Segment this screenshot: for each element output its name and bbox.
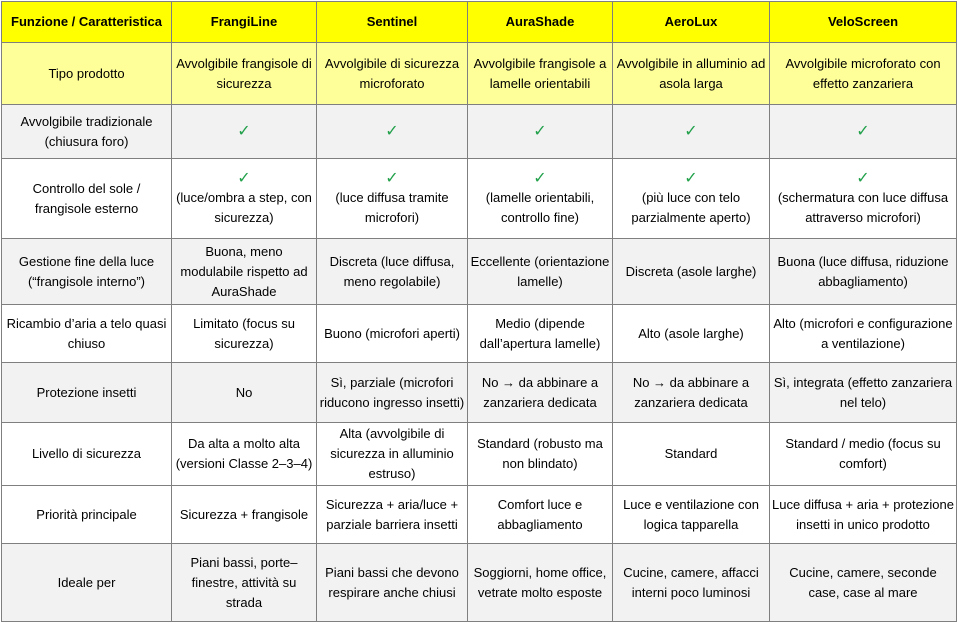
cell-frangiline xyxy=(172,159,317,239)
cell-veloscreen: Sì, integrata (effetto zanzariera nel telo) xyxy=(770,363,957,423)
cell-aurashade: Eccellente (orientazione lamelle) xyxy=(468,239,613,305)
header-feature: Funzione / Caratteristica xyxy=(2,2,172,43)
row-label: Livello di sicurezza xyxy=(2,423,172,486)
cell-veloscreen: Cucine, camere, seconde case, case al mare xyxy=(770,544,957,622)
cell-veloscreen: Avvolgibile microforato con effetto zanzariera xyxy=(770,43,957,105)
cell-aerolux: Avvolgibile in alluminio ad asola larga xyxy=(613,43,770,105)
cell-veloscreen xyxy=(770,105,957,159)
header-frangiline: FrangiLine xyxy=(172,2,317,43)
cell-aerolux: Discreta (asole larghe) xyxy=(613,239,770,305)
check-icon: ✓ xyxy=(684,122,698,140)
cell-frangiline xyxy=(172,105,317,159)
row-avvolgibile-tradizionale xyxy=(2,105,957,159)
cell-veloscreen xyxy=(770,159,957,239)
check-icon: ✓ xyxy=(533,122,547,140)
cell-sentinel: Discreta (luce diffusa, meno regolabile) xyxy=(317,239,468,305)
cell-note: (luce diffusa tramite microfori) xyxy=(335,189,449,225)
row-label: Tipo prodotto xyxy=(2,43,172,105)
cell-veloscreen: Standard / medio (focus su comfort) xyxy=(770,423,957,486)
cell-aurashade xyxy=(468,105,613,159)
cell-frangiline: Sicurezza + frangisole xyxy=(172,486,317,544)
row-label: Priorità principale xyxy=(2,486,172,544)
row-ideale-per xyxy=(2,544,957,622)
cell-aurashade: Standard (robusto ma non blindato) xyxy=(468,423,613,486)
cell-veloscreen: Buona (luce diffusa, riduzione abbagliamento) xyxy=(770,239,957,305)
cell-sentinel xyxy=(317,159,468,239)
comparison-table xyxy=(1,1,957,622)
cell-frangiline: Avvolgibile frangisole di sicurezza xyxy=(172,43,317,105)
row-controllo-sole xyxy=(2,159,957,239)
check-icon: ✓ xyxy=(385,169,399,187)
row-protezione-insetti xyxy=(2,363,957,423)
cell-aerolux: Cucine, camere, affacci interni poco luminosi xyxy=(613,544,770,622)
cell-frangiline: No xyxy=(172,363,317,423)
check-icon: ✓ xyxy=(237,169,251,187)
cell-aurashade: Medio (dipende dall’apertura lamelle) xyxy=(468,305,613,363)
cell-aerolux xyxy=(613,105,770,159)
check-icon: ✓ xyxy=(533,169,547,187)
cell-aurashade: No → da abbinare a zanzariera dedicata xyxy=(468,363,613,423)
row-label: Avvolgibile tradizionale (chiusura foro) xyxy=(2,105,172,159)
cell-sentinel: Piani bassi che devono respirare anche chiusi xyxy=(317,544,468,622)
header-veloscreen: VeloScreen xyxy=(770,2,957,43)
row-label: Ideale per xyxy=(2,544,172,622)
cell-sentinel: Sicurezza + aria/luce + parziale barriera insetti xyxy=(317,486,468,544)
check-icon: ✓ xyxy=(385,122,399,140)
cell-sentinel: Buono (microfori aperti) xyxy=(317,305,468,363)
row-priorita-principale xyxy=(2,486,957,544)
check-icon: ✓ xyxy=(856,122,870,140)
header-row xyxy=(2,2,957,43)
cell-aerolux xyxy=(613,159,770,239)
cell-aerolux: Standard xyxy=(613,423,770,486)
cell-sentinel: Alta (avvolgibile di sicurezza in alluminio estruso) xyxy=(317,423,468,486)
cell-aerolux: Alto (asole larghe) xyxy=(613,305,770,363)
row-label: Protezione insetti xyxy=(2,363,172,423)
row-label: Gestione fine della luce (“frangisole interno”) xyxy=(2,239,172,305)
cell-note: (più luce con telo parzialmente aperto) xyxy=(631,189,751,225)
cell-note: (lamelle orientabili, controllo fine) xyxy=(485,189,595,225)
cell-sentinel xyxy=(317,105,468,159)
cell-sentinel: Avvolgibile di sicurezza microforato xyxy=(317,43,468,105)
header-aurashade: AuraShade xyxy=(468,2,613,43)
cell-aurashade: Soggiorni, home office, vetrate molto esposte xyxy=(468,544,613,622)
cell-frangiline: Buona, meno modulabile rispetto ad AuraShade xyxy=(172,239,317,305)
header-sentinel: Sentinel xyxy=(317,2,468,43)
row-label: Ricambio d’aria a telo quasi chiuso xyxy=(2,305,172,363)
cell-aerolux: Luce e ventilazione con logica tapparella xyxy=(613,486,770,544)
check-icon: ✓ xyxy=(856,169,870,187)
row-tipo-prodotto xyxy=(2,43,957,105)
cell-frangiline: Da alta a molto alta (versioni Classe 2–3–4) xyxy=(172,423,317,486)
row-livello-sicurezza xyxy=(2,423,957,486)
cell-note: (luce/ombra a step, con sicurezza) xyxy=(176,189,312,225)
header-aerolux: AeroLux xyxy=(613,2,770,43)
cell-aurashade: Avvolgibile frangisole a lamelle orientabili xyxy=(468,43,613,105)
cell-aurashade: Comfort luce e abbagliamento xyxy=(468,486,613,544)
cell-aurashade xyxy=(468,159,613,239)
row-ricambio-aria xyxy=(2,305,957,363)
check-icon: ✓ xyxy=(237,122,251,140)
cell-note: (schermatura con luce diffusa attraverso microfori) xyxy=(777,189,949,225)
row-label: Controllo del sole / frangisole esterno xyxy=(2,159,172,239)
row-gestione-luce xyxy=(2,239,957,305)
cell-sentinel: Sì, parziale (microfori riducono ingresso insetti) xyxy=(317,363,468,423)
check-icon: ✓ xyxy=(684,169,698,187)
cell-veloscreen: Luce diffusa + aria + protezione insetti in unico prodotto xyxy=(770,486,957,544)
cell-aerolux: No → da abbinare a zanzariera dedicata xyxy=(613,363,770,423)
cell-frangiline: Limitato (focus su sicurezza) xyxy=(172,305,317,363)
cell-veloscreen: Alto (microfori e configurazione a ventilazione) xyxy=(770,305,957,363)
cell-frangiline: Piani bassi, porte–finestre, attività su strada xyxy=(172,544,317,622)
